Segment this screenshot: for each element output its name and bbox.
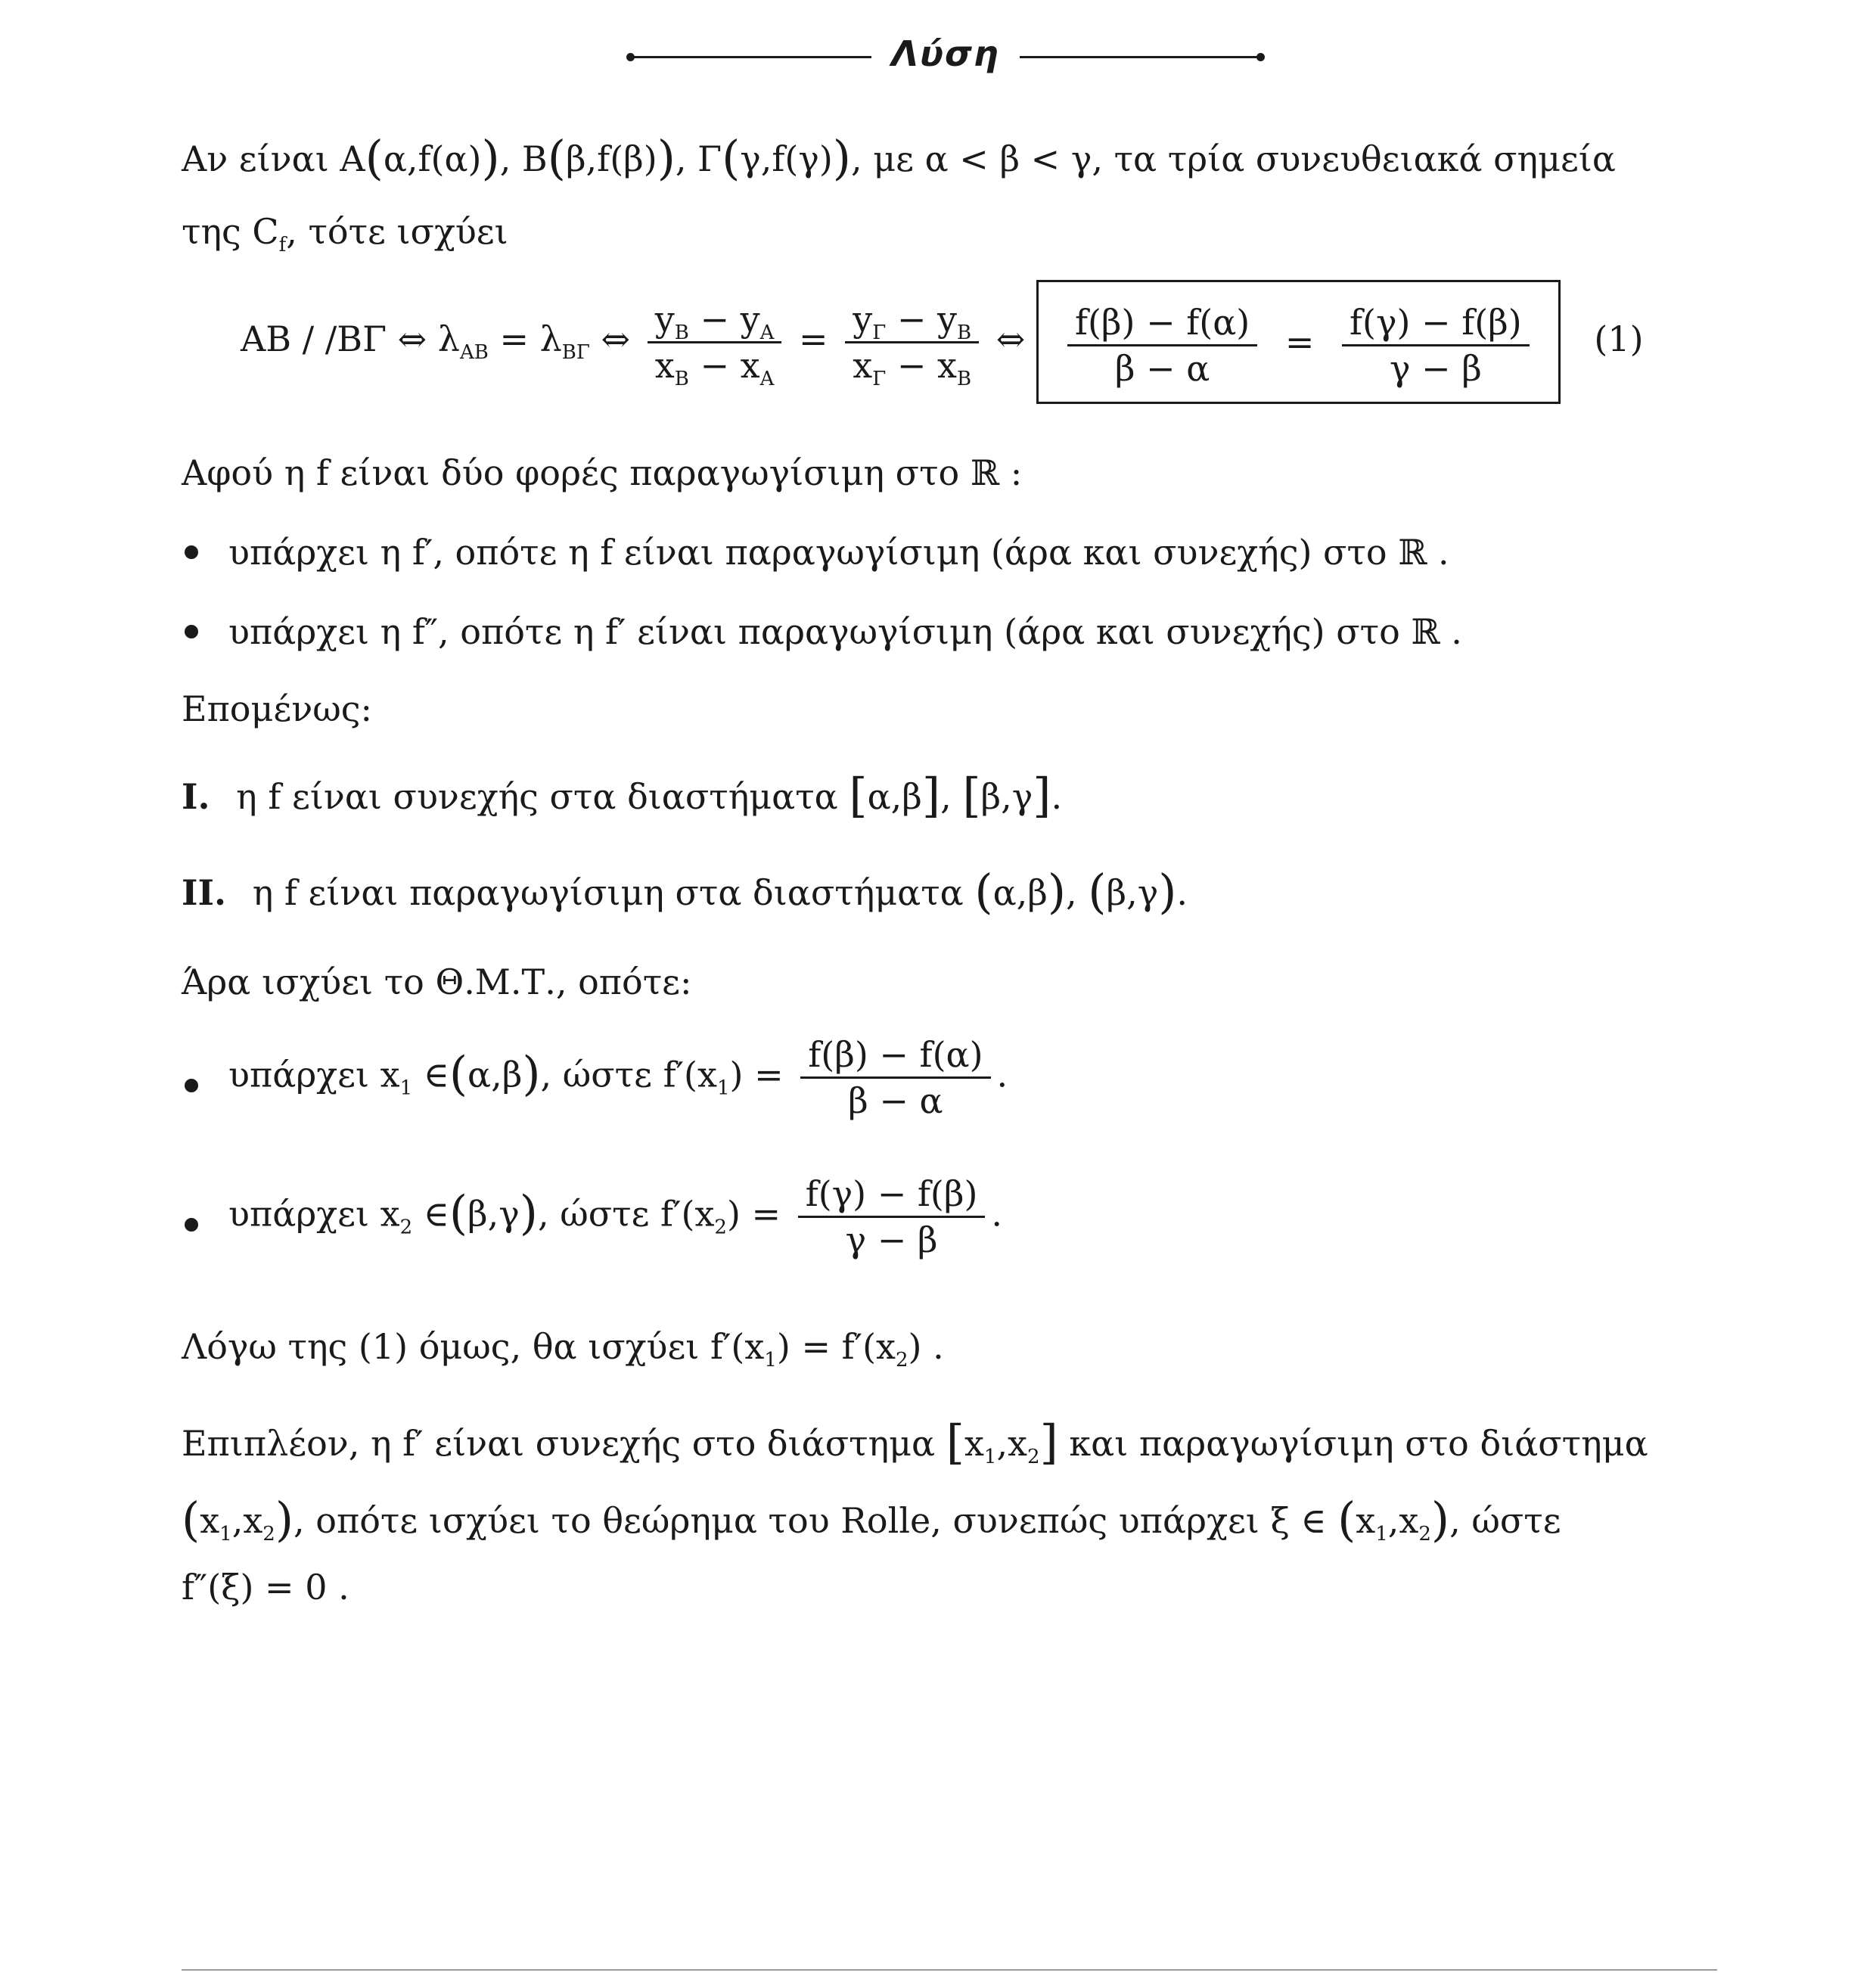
point-a: Α(α,f(α)), Β(β,f(β)), Γ(γ,f(γ)): [340, 130, 851, 185]
item-2: [182, 864, 1188, 919]
slope-fraction-bg: [845, 297, 979, 390]
eq1-sub2: ΒΓ: [561, 341, 590, 364]
bullet-text-1: υπάρχει η f′, οπότε η f είναι παραγωγίσιμη (άρα και συνεχής) στο ℝ .: [228, 532, 1449, 573]
mvt2-end: .: [991, 1193, 1003, 1235]
boxed-equals: =: [1284, 322, 1315, 362]
mvt-line-2: υπάρχει $x_2$ ∈(β,γ), ώστε $f'(x_2)$ = $\frac{f(\gamma) - f(\beta)}{\gamma - \beta}$ .: [228, 1173, 1003, 1260]
paragraph-4: Άρα ισχύει το Θ.Μ.Τ., οπότε:: [182, 961, 692, 1002]
mvt2-fraction: [798, 1172, 986, 1262]
mvt1-in: ∈: [423, 1054, 449, 1095]
item-1: [182, 768, 1063, 823]
bullet-text-2: υπάρχει η f″, οπότε η f′ είναι παραγωγίσιμη (άρα και συνεχής) στο ℝ .: [228, 611, 1462, 652]
p5-c: ) .: [908, 1326, 944, 1367]
p1-suffix: , τα τρία συνευθειακά σημεία: [1092, 138, 1616, 179]
boxed-left-den: β − α: [1114, 347, 1210, 389]
mvt-line-1: υπάρχει $x_1$ ∈(α,β), ώστε $f'(x_1)$ = $\frac{f(\beta) - f(\alpha)}{\beta - \alpha}$ .: [228, 1034, 1008, 1121]
paragraph-6-line-2: [182, 1492, 1561, 1547]
slope-bg-den: $x_\Gamma - x_B$: [853, 344, 972, 390]
mvt1-end: .: [996, 1054, 1008, 1095]
boxed-left-num: f(β) − f(α): [1067, 300, 1257, 346]
item-1-number: I.: [182, 776, 210, 817]
p6-interval-open: $(x_1,x_2)$: [182, 1492, 294, 1547]
mvt1-sub: 1: [399, 1076, 413, 1100]
p1-line2-b: , τότε ισχύει: [286, 211, 508, 252]
item-2-text: η f είναι παραγωγίσιμη στα διαστήματα: [252, 872, 964, 913]
eq1-equals: =: [799, 318, 828, 359]
item-1-text: η f είναι συνεχής στα διαστήματα: [236, 776, 838, 817]
paragraph-1-line-1: [182, 130, 1616, 185]
p5-b: ) = f′(x: [776, 1326, 896, 1367]
eq1-sub1: ΑΒ: [459, 341, 489, 364]
p6-b: και παραγωγίσιμη στο διάστημα: [1069, 1423, 1648, 1464]
mvt1-fraction: [800, 1033, 990, 1123]
equation-label: (1): [1594, 318, 1644, 359]
mvt2-den: γ − β: [845, 1219, 938, 1260]
heading-title: Λύση: [891, 33, 1000, 74]
heading-rule-right: [1020, 56, 1259, 58]
item-2-number: II.: [182, 872, 227, 913]
slope-fraction-ab: [648, 297, 782, 390]
equation-1: [241, 280, 1644, 401]
slope-ab-num: $y_B - y_A$: [648, 297, 782, 343]
p1-line2-a: της C: [182, 211, 279, 252]
mvt2-sub: 2: [399, 1216, 413, 1239]
p6-interval-open-2: $(x_1,x_2)$: [1337, 1492, 1450, 1547]
boxed-right-den: γ − β: [1389, 347, 1482, 389]
eq1-iff-2: ⇔: [995, 318, 1026, 359]
paragraph-1-line-2: [182, 209, 508, 254]
eq1-iff: ⇔: [589, 318, 641, 359]
boxed-fraction-right: [1342, 300, 1530, 390]
eq1-left: ΑΒ / /ΒΓ ⇔ λ: [241, 318, 460, 359]
boxed-right-num: f(γ) − f(β): [1342, 300, 1530, 346]
mvt2-in: ∈: [423, 1193, 449, 1235]
item-2-intervals: (α,β), (β,γ).: [974, 864, 1188, 919]
boxed-fraction-left: [1067, 300, 1257, 390]
mvt2-d: ) =: [726, 1193, 781, 1235]
bullet-1: [185, 545, 198, 559]
eq1-eq: = λ: [488, 318, 562, 359]
mvt1-den: β − α: [848, 1080, 943, 1121]
mvt1-d: ) =: [729, 1054, 784, 1095]
bullet-3: [185, 1079, 198, 1092]
paragraph-3: Επομένως:: [182, 688, 372, 729]
mvt1-a: υπάρχει x: [228, 1054, 400, 1095]
heading-dot-right: [1256, 53, 1265, 61]
boxed-equation: [1036, 280, 1561, 404]
p6-c: , οπότε ισχύει το θεώρημα του Rolle, συνεπώς υπάρχει ξ ∈: [294, 1500, 1327, 1541]
p1-prefix: Αν είναι: [182, 138, 329, 179]
p6-a: Επιπλέον, η f′ είναι συνεχής στο διάστημα: [182, 1423, 936, 1464]
bullet-4: [185, 1218, 198, 1232]
mvt1-c: , ώστε f′(x: [540, 1054, 717, 1095]
mvt1-num: f(β) − f(α): [800, 1033, 990, 1079]
p6-interval-closed: $[x_1,x_2]$: [946, 1415, 1058, 1470]
p5-a: Λόγω της (1) όμως, θα ισχύει f′(x: [182, 1326, 765, 1367]
paragraph-5: Λόγω της (1) όμως, θα ισχύει $f'(x_1) = f'(x_2)$ .: [182, 1326, 944, 1372]
footer-rule: [182, 1969, 1717, 1971]
p6-d: , ώστε: [1449, 1500, 1561, 1541]
order-condition: α < β < γ: [924, 138, 1092, 179]
paragraph-6-line-3: f″(ξ) = 0 .: [182, 1567, 349, 1608]
paragraph-2: Αφού η f είναι δύο φορές παραγωγίσιμη στο ℝ :: [182, 452, 1023, 493]
section-heading: [620, 29, 1271, 89]
slope-ab-den: $x_B - x_A$: [654, 344, 775, 390]
mvt2-a: υπάρχει x: [228, 1193, 400, 1235]
item-1-intervals: [α,β], [β,γ].: [849, 768, 1063, 823]
slope-bg-num: $y_\Gamma - y_B$: [845, 297, 979, 343]
bullet-2: [185, 625, 198, 638]
paragraph-6-line-1: [182, 1415, 1648, 1470]
mvt2-num: f(γ) − f(β): [798, 1172, 986, 1218]
p1-mid: , με: [851, 138, 914, 179]
p1-line2-sub: f: [278, 234, 287, 256]
mvt2-c: , ώστε f′(x: [537, 1193, 715, 1235]
